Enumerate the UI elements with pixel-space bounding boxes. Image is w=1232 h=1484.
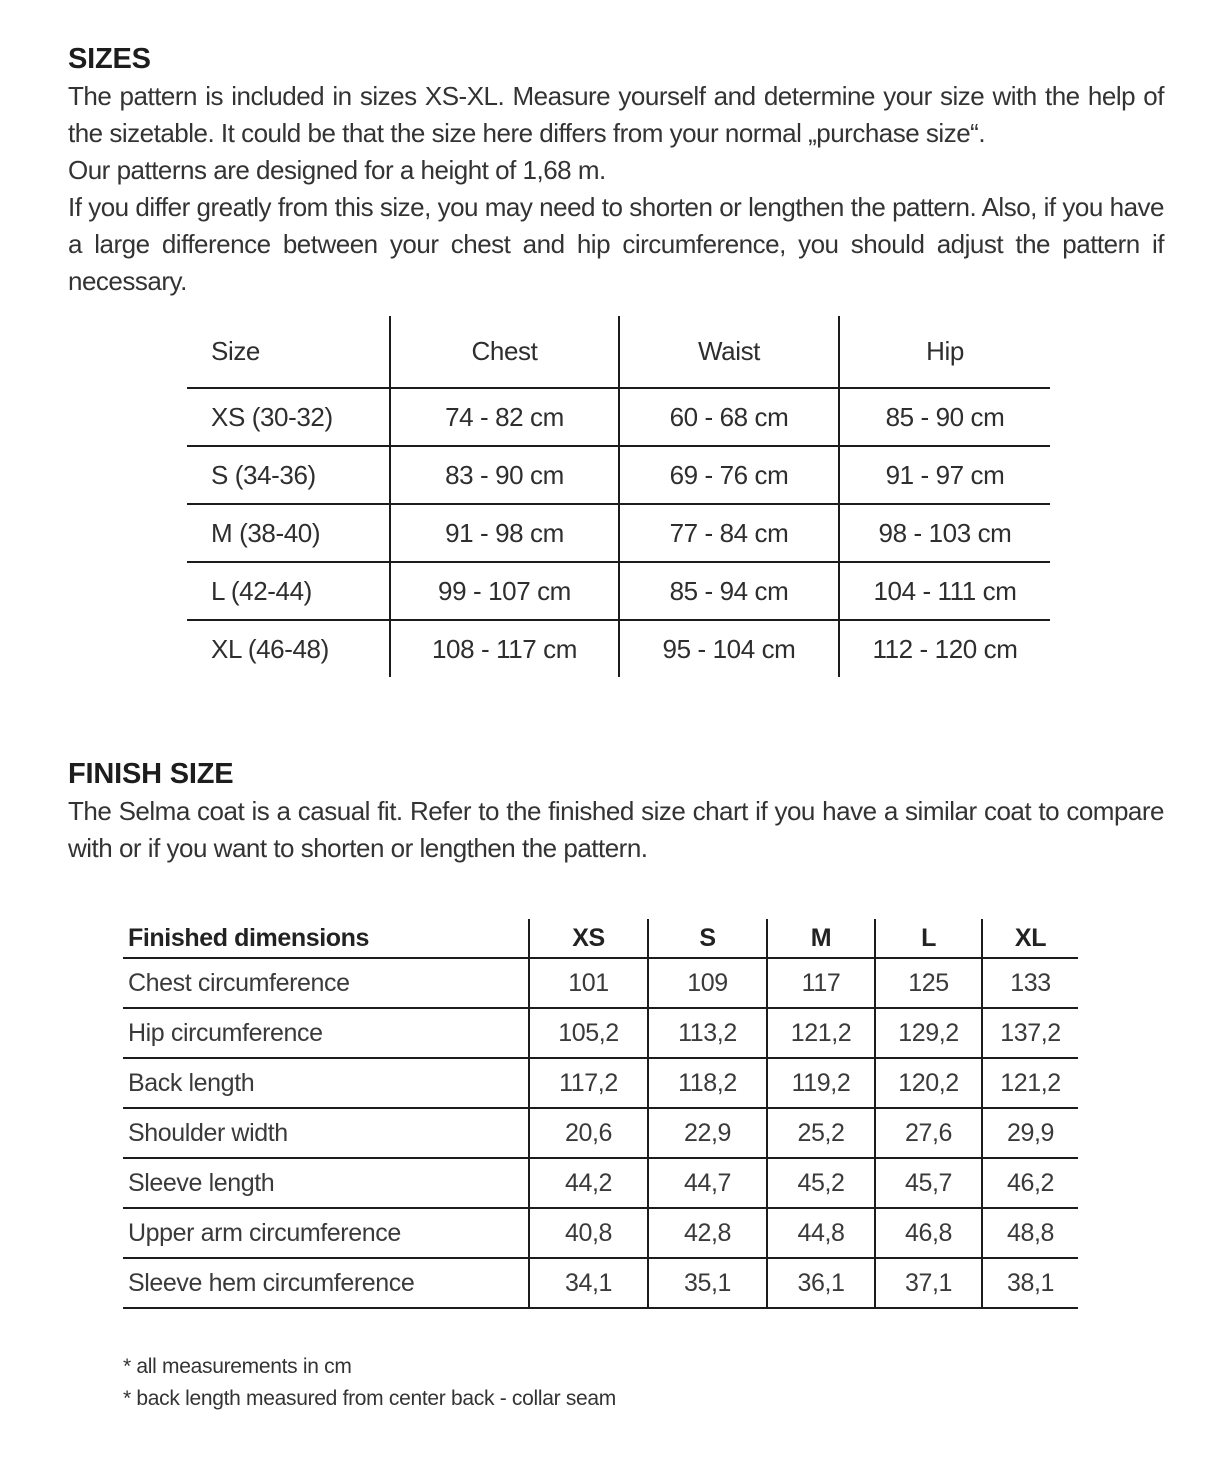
chest-cell: 108 - 117 cm <box>390 620 619 677</box>
sizes-paragraph-2: Our patterns are designed for a height of 1,68 m. <box>68 155 606 185</box>
finished-table-header-s: S <box>648 919 767 958</box>
value-s: 118,2 <box>648 1058 767 1108</box>
value-xs: 40,8 <box>529 1208 648 1258</box>
sizes-body-text <box>68 78 1164 300</box>
value-l: 46,8 <box>875 1208 982 1258</box>
finished-table-row-back-length <box>123 1058 1078 1108</box>
value-l: 129,2 <box>875 1008 982 1058</box>
hip-cell: 104 - 111 cm <box>839 562 1050 620</box>
size-cell: S (34-36) <box>187 446 390 504</box>
value-xs: 44,2 <box>529 1158 648 1208</box>
dimension-label: Back length <box>123 1058 529 1108</box>
value-m: 117 <box>767 958 875 1008</box>
chest-cell: 99 - 107 cm <box>390 562 619 620</box>
value-s: 22,9 <box>648 1108 767 1158</box>
value-l: 45,7 <box>875 1158 982 1208</box>
finished-table-header-xs: XS <box>529 919 648 958</box>
finished-table-row-sleeve-length <box>123 1158 1078 1208</box>
size-table-row-m <box>187 504 1050 562</box>
value-s: 109 <box>648 958 767 1008</box>
value-m: 121,2 <box>767 1008 875 1058</box>
waist-cell: 77 - 84 cm <box>619 504 839 562</box>
value-xs: 105,2 <box>529 1008 648 1058</box>
finished-dimensions-table <box>123 919 1078 1309</box>
finished-table-header-l: L <box>875 919 982 958</box>
dimension-label: Hip circumference <box>123 1008 529 1058</box>
size-table-header-hip: Hip <box>839 316 1050 388</box>
sizes-paragraph-1: The pattern is included in sizes XS-XL. Measure yourself and determine your size with the help of the sizetable. It could be that the size here differs from your normal „purchase size“. <box>68 81 1164 148</box>
value-s: 44,7 <box>648 1158 767 1208</box>
size-cell: M (38-40) <box>187 504 390 562</box>
finished-table-row-sleeve-hem <box>123 1258 1078 1308</box>
finished-table-header-row <box>123 919 1078 958</box>
finish-size-paragraph: The Selma coat is a casual fit. Refer to the finished size chart if you have a similar coat to compare with or if you want to shorten or lengthen the pattern. <box>68 796 1164 863</box>
size-cell: L (42-44) <box>187 562 390 620</box>
value-xs: 117,2 <box>529 1058 648 1108</box>
value-s: 42,8 <box>648 1208 767 1258</box>
finish-size-heading: FINISH SIZE <box>68 758 234 790</box>
value-xs: 101 <box>529 958 648 1008</box>
value-xl: 29,9 <box>982 1108 1078 1158</box>
size-table-header-waist: Waist <box>619 316 839 388</box>
value-xs: 20,6 <box>529 1108 648 1158</box>
hip-cell: 85 - 90 cm <box>839 388 1050 446</box>
footnotes <box>123 1351 1164 1415</box>
value-xs: 34,1 <box>529 1258 648 1308</box>
size-table-row-l <box>187 562 1050 620</box>
value-xl: 137,2 <box>982 1008 1078 1058</box>
value-m: 45,2 <box>767 1158 875 1208</box>
value-s: 35,1 <box>648 1258 767 1308</box>
chest-cell: 91 - 98 cm <box>390 504 619 562</box>
size-table-row-s <box>187 446 1050 504</box>
value-m: 25,2 <box>767 1108 875 1158</box>
sizes-heading: SIZES <box>68 43 151 75</box>
waist-cell: 85 - 94 cm <box>619 562 839 620</box>
dimension-label: Sleeve hem circumference <box>123 1258 529 1308</box>
footnote-measurements: * all measurements in cm <box>123 1355 352 1378</box>
finished-table-header-m: M <box>767 919 875 958</box>
finish-size-body-text <box>68 793 1164 867</box>
footnote-back-length: * back length measured from center back - collar seam <box>123 1387 616 1410</box>
value-l: 125 <box>875 958 982 1008</box>
value-xl: 46,2 <box>982 1158 1078 1208</box>
size-table-header-chest: Chest <box>390 316 619 388</box>
value-xl: 38,1 <box>982 1258 1078 1308</box>
size-cell: XS (30-32) <box>187 388 390 446</box>
size-table-header-row <box>187 316 1050 388</box>
finished-table-header-xl: XL <box>982 919 1078 958</box>
value-xl: 121,2 <box>982 1058 1078 1108</box>
value-xl: 133 <box>982 958 1078 1008</box>
value-l: 120,2 <box>875 1058 982 1108</box>
finished-table-row-upper-arm <box>123 1208 1078 1258</box>
chest-cell: 74 - 82 cm <box>390 388 619 446</box>
dimension-label: Chest circumference <box>123 958 529 1008</box>
dimension-label: Shoulder width <box>123 1108 529 1158</box>
value-s: 113,2 <box>648 1008 767 1058</box>
waist-cell: 69 - 76 cm <box>619 446 839 504</box>
dimension-label: Sleeve length <box>123 1158 529 1208</box>
finished-table-row-chest <box>123 958 1078 1008</box>
value-xl: 48,8 <box>982 1208 1078 1258</box>
value-m: 119,2 <box>767 1058 875 1108</box>
size-table-header-size: Size <box>187 316 390 388</box>
finished-table-row-hip <box>123 1008 1078 1058</box>
hip-cell: 112 - 120 cm <box>839 620 1050 677</box>
size-table-row-xl <box>187 620 1050 677</box>
body-size-table <box>187 316 1050 677</box>
size-table-row-xs <box>187 388 1050 446</box>
value-m: 44,8 <box>767 1208 875 1258</box>
size-cell: XL (46-48) <box>211 633 329 664</box>
value-m: 36,1 <box>767 1258 875 1308</box>
value-l: 37,1 <box>875 1258 982 1308</box>
sizes-paragraph-3: If you differ greatly from this size, you may need to shorten or lengthen the pattern. Also, if you have a large difference between your chest and hip circumference, you should adjust the pattern if necessary. <box>68 192 1164 296</box>
hip-cell: 98 - 103 cm <box>839 504 1050 562</box>
waist-cell: 95 - 104 cm <box>619 620 839 677</box>
hip-cell: 91 - 97 cm <box>839 446 1050 504</box>
chest-cell: 83 - 90 cm <box>390 446 619 504</box>
waist-cell: 60 - 68 cm <box>619 388 839 446</box>
value-l: 27,6 <box>875 1108 982 1158</box>
dimension-label: Upper arm circumference <box>123 1208 529 1258</box>
finished-table-header-label: Finished dimensions <box>123 919 529 958</box>
finished-table-row-shoulder-width <box>123 1108 1078 1158</box>
